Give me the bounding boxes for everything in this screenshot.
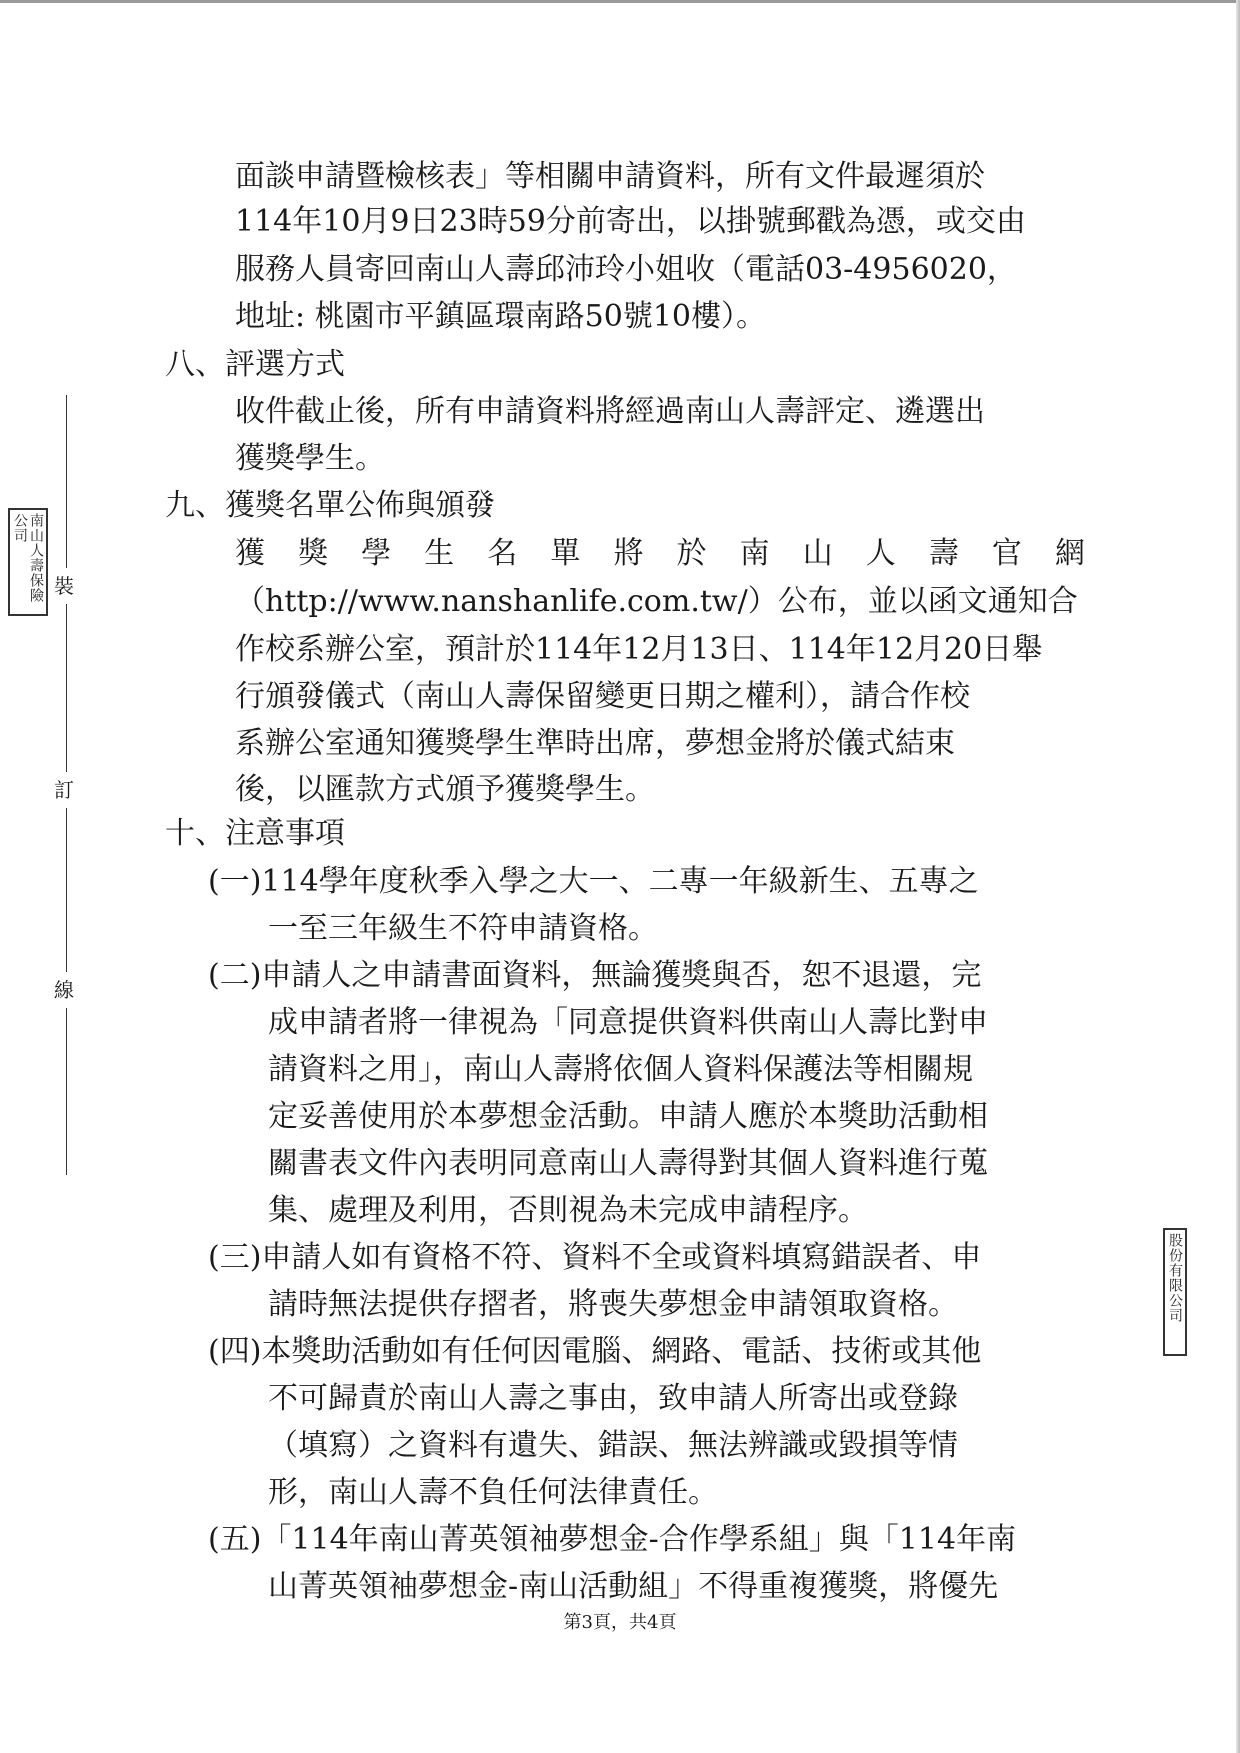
text-line-29: 形，南山人壽不負任何法律責任。 [268, 1475, 718, 1510]
text-line-21: 定妥善使用於本夢想金活動。申請人應於本獎助活動相 [268, 1099, 988, 1134]
text-line-3: 服務人員寄回南山人壽邱沛玲小姐收（電話03-4956020， [235, 252, 1017, 287]
text-line-9: 獲 獎 學 生 名 單 將 於 南 山 人 壽 官 網 [235, 536, 1085, 571]
text-line-23: 集、處理及利用，否則視為未完成申請程序。 [268, 1193, 868, 1228]
text-line-30: (五)「114年南山菁英領袖夢想金-合作學系組」與「114年南 [208, 1522, 1017, 1557]
text-line-25: 請時無法提供存摺者，將喪失夢想金申請領取資格。 [268, 1287, 958, 1322]
text-line-26: (四)本獎助活動如有任何因電腦、網路、電話、技術或其他 [208, 1334, 982, 1369]
seal-stamp-left: 南山人壽保險公司 [8, 508, 48, 616]
text-line-27: 不可歸責於南山人壽之事由，致申請人所寄出或登錄 [268, 1381, 958, 1416]
text-line-17: 一至三年級生不符申請資格。 [268, 911, 658, 946]
scan-right-edge [1236, 0, 1240, 1753]
binding-char-ding: 訂 [54, 772, 74, 808]
text-line-11: 作校系辦公室，預計於114年12月13日、114年12月20日舉 [235, 632, 1043, 667]
text-line-24: (三)申請人如有資格不符、資料不全或資料填寫錯誤者、申 [208, 1240, 982, 1275]
text-line-16: (一)114學年度秋季入學之大一、二專一年級新生、五專之 [208, 864, 979, 899]
scan-top-edge [0, 0, 1240, 3]
text-line-10: （http://www.nanshanlife.com.tw/）公布，並以函文通知合 [235, 584, 1078, 619]
text-line-6: 收件截止後，所有申請資料將經過南山人壽評定、遴選出 [235, 394, 985, 429]
seal-stamp-right: 股份有限公司 [1163, 1228, 1187, 1356]
text-line-22: 關書表文件內表明同意南山人壽得對其個人資料進行蒐 [268, 1146, 988, 1181]
text-line-1: 面談申請暨檢核表」等相關申請資料，所有文件最遲須於 [235, 159, 985, 194]
text-line-18: (二)申請人之申請書面資料，無論獲獎與否，恕不退還，完 [208, 958, 982, 993]
text-line-28: （填寫）之資料有遺失、錯誤、無法辨識或毀損等情 [268, 1428, 958, 1463]
text-line-2: 114年10月9日23時59分前寄出，以掛號郵戳為憑，或交由 [235, 204, 1026, 239]
text-line-20: 請資料之用」，南山人壽將依個人資料保護法等相關規 [268, 1052, 973, 1087]
text-line-7: 獲獎學生。 [235, 441, 385, 476]
text-line-4: 地址: 桃園市平鎮區環南路50號10樓）。 [235, 299, 766, 334]
page-footer: 第3頁，共4頁 [563, 1612, 677, 1633]
text-line-14: 後，以匯款方式頒予獲獎學生。 [235, 772, 655, 807]
text-line-13: 系辦公室通知獲獎學生準時出席，夢想金將於儀式結束 [235, 726, 955, 761]
section-heading-8: 八、評選方式 [165, 347, 345, 382]
binding-char-zhuang: 裝 [54, 568, 74, 604]
text-line-19: 成申請者將一律視為「同意提供資料供南山人壽比對申 [268, 1005, 988, 1040]
binding-char-xian: 線 [54, 972, 74, 1008]
text-line-12: 行頒發儀式（南山人壽保留變更日期之權利），請合作校 [235, 679, 970, 714]
section-heading-9: 九、獲獎名單公佈與頒發 [165, 488, 495, 523]
section-heading-10: 十、注意事項 [165, 816, 345, 851]
text-line-31: 山菁英領袖夢想金-南山活動組」不得重複獲獎，將優先 [268, 1569, 999, 1604]
